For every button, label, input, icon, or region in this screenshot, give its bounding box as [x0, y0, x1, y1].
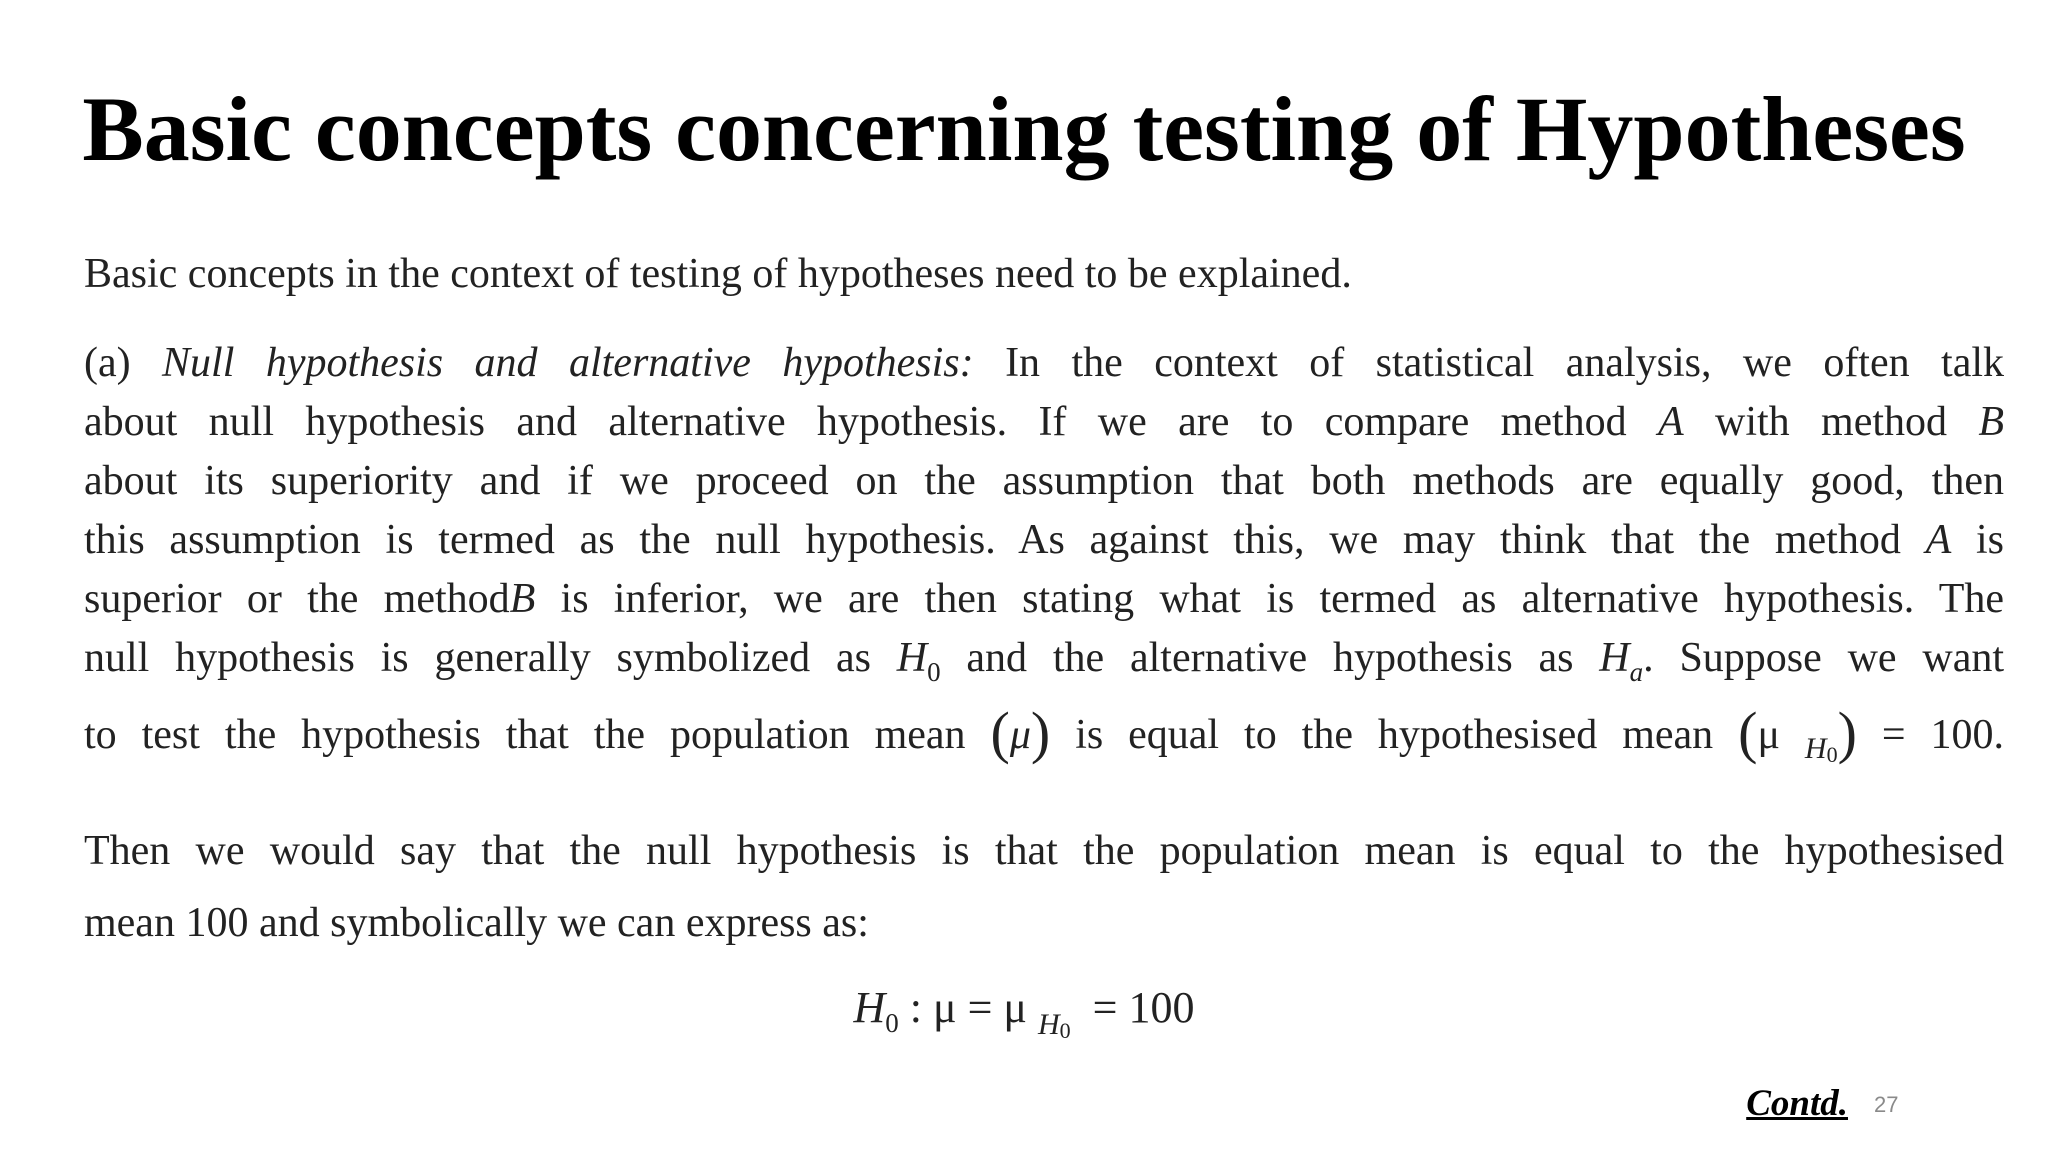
para-a-line5-text-a: superior or the method [84, 576, 510, 622]
para-a-line6-text-b: and the alternative hypothesis as [966, 635, 1574, 681]
para-a-line4-text-b: is [1976, 517, 2005, 563]
para-a-line4-text-a: this assumption is termed as the null hypothesis. As against this, we may think that the method [84, 517, 1901, 563]
eq-sub-h0: 0 [1059, 1018, 1071, 1043]
var-b: B [509, 576, 536, 622]
para-a-line6-text-a: null hypothesis is generally symbolized as [84, 635, 871, 681]
para-a-line2-text-a: about null hypothesis and alternative hypothesis. If we are to compare method [84, 399, 1627, 445]
para-a-label: (a) [84, 340, 131, 386]
para-a-line7-text-a: to test the hypothesis that the population mean [84, 712, 966, 758]
para-a-line-1 [84, 334, 2004, 393]
para-a-line7-text-b: is equal to the hypothesised mean [1075, 712, 1714, 758]
para-a-line6-text-c: . Suppose we want [1643, 635, 2005, 681]
para-then-line-2: mean 100 and symbolically we can express as: [84, 900, 869, 946]
para-a-line1-text: In the context of statistical analysis, we often talk [1005, 340, 2005, 386]
symbol-h0: $H_0$ [896, 635, 941, 687]
eq-h-sub: 0 [885, 1008, 899, 1038]
slide-title: Basic concepts concerning testing of Hypotheses [82, 78, 1966, 180]
eq-sub-h: H [1038, 1008, 1060, 1041]
para-a-line-5 [84, 570, 2004, 629]
para-a-line-3: about its superiority and if we proceed on the assumption that both methods are equally good, then [84, 458, 2004, 504]
para-a-heading: Null hypothesis and alternative hypothesis: [162, 340, 974, 386]
var-b: B [1978, 399, 2005, 445]
paragraph-null-statement [84, 815, 2004, 959]
eq-rhs: = 100 [1092, 983, 1195, 1032]
var-a: A [1658, 399, 1684, 445]
population-mean-symbol: (μ) [990, 700, 1051, 765]
var-a: A [1925, 517, 1952, 563]
para-a-line-4 [84, 511, 2004, 570]
null-hypothesis-equation [0, 978, 2048, 1043]
eq-colon-mu: : μ = μ [909, 983, 1027, 1032]
para-a-line-2 [84, 393, 2004, 452]
para-a-line5-text-b: is inferior, we are then stating what is termed as alternative hypothesis. The [560, 576, 2004, 622]
intro-paragraph: Basic concepts in the context of testing of hypotheses need to be explained. [84, 251, 1352, 297]
para-then-line-1: Then we would say that the null hypothesis is that the population mean is equal to the hypothesised [84, 828, 2004, 874]
eq-h: H [853, 983, 886, 1032]
para-a-line7-text-c: = 100. [1881, 712, 2005, 758]
symbol-ha: $H_a$ [1599, 635, 1644, 687]
page-number: 27 [1874, 1092, 1899, 1117]
para-a-line2-text-b: with method [1715, 399, 1948, 445]
hypothesised-mean-symbol: (μ $_{H0}$) [1738, 700, 1857, 767]
paragraph-null-alternative [84, 334, 2004, 765]
contd-link[interactable]: Contd. [1746, 1083, 1848, 1124]
para-a-line-6 [84, 629, 2004, 688]
para-a-line-7 [84, 700, 2005, 767]
